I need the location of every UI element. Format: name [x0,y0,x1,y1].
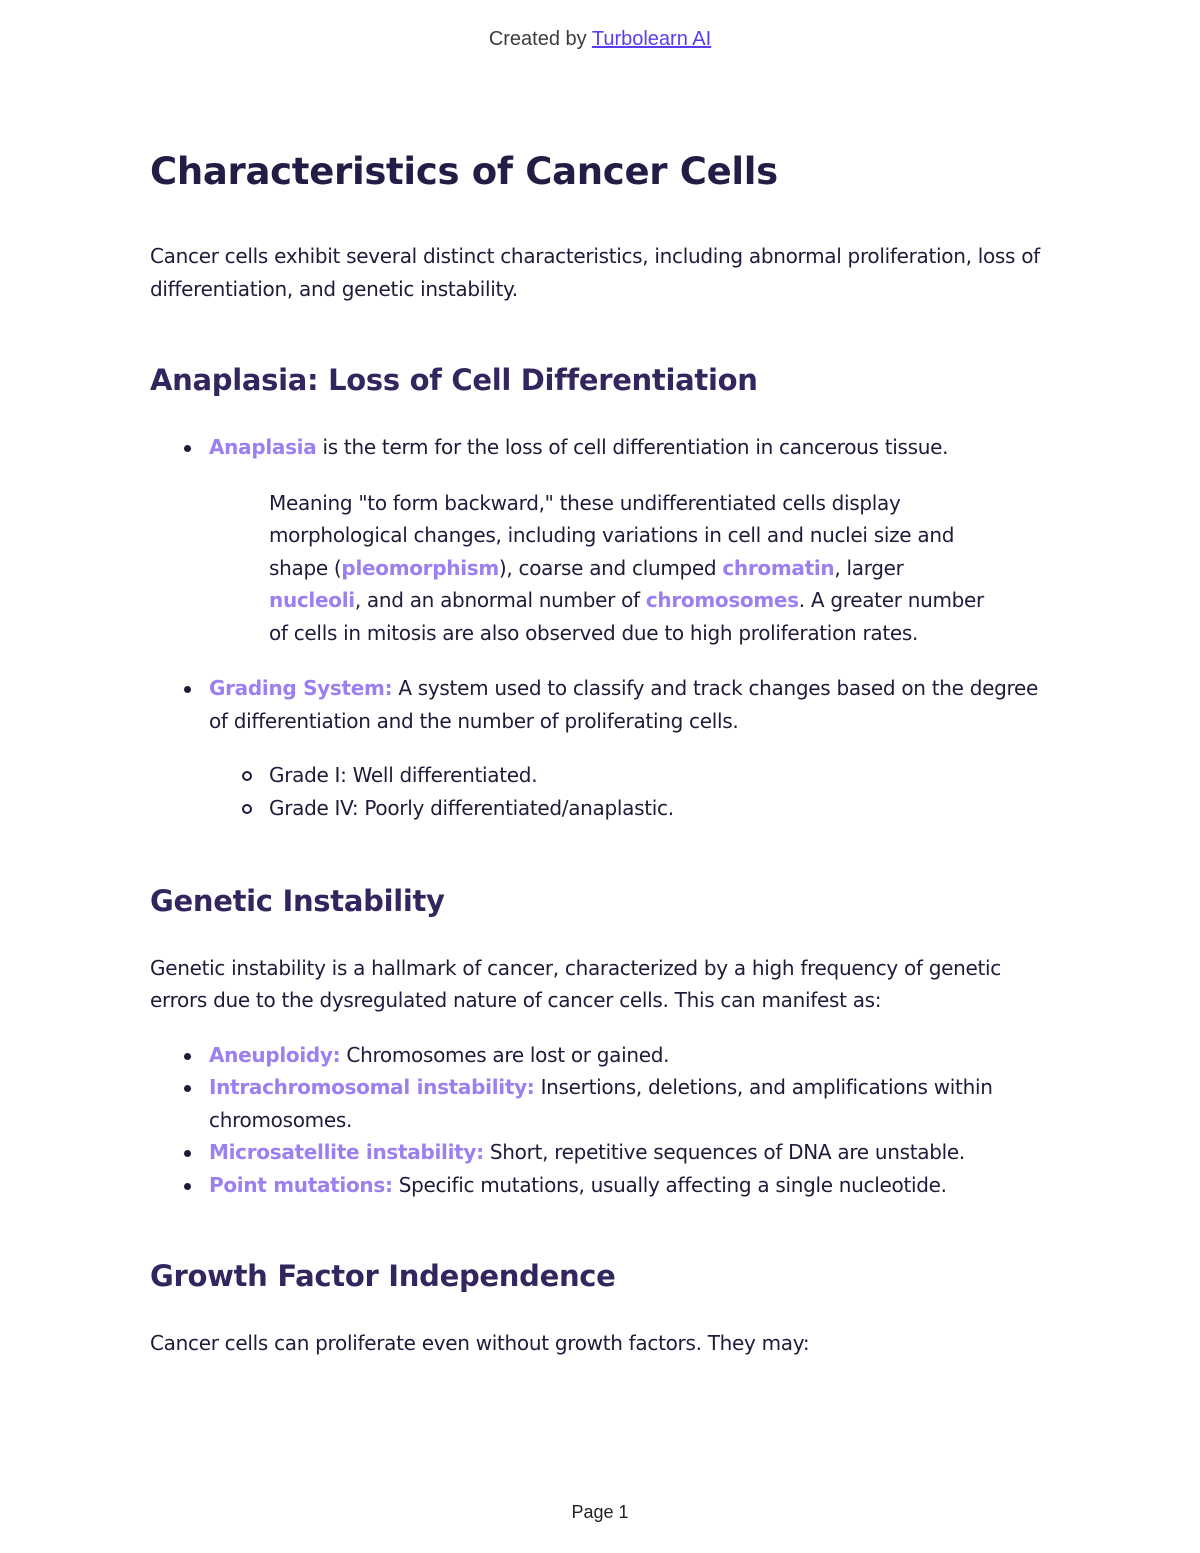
text-run: . A greater number of cells in mitosis are also observed due to high proliferation rates. [269,588,984,645]
bullet-text: Short, repetitive sequences of DNA are unstable. [483,1140,965,1165]
list-item [150,1071,1050,1136]
bullet-text: is the term for the loss of cell differentiation in cancerous tissue. [316,435,949,460]
bullet-text: A system used to classify and track changes based on the degree of differentiation and the number of proliferating cells. [209,676,1039,733]
genetic-instability-intro: Genetic instability is a hallmark of cancer, characterized by a high frequency of genetic errors due to the dysregulated nature of cancer cells. This can manifest as: [150,955,1002,1013]
term-anaplasia: Anaplasia [209,435,317,460]
anaplasia-description [269,487,999,650]
turbolearn-link[interactable]: Turbolearn AI [591,28,712,50]
section-heading-genetic-instability: Genetic Instability [150,884,445,919]
grade-sublist [150,759,1050,824]
list-item [150,1136,1050,1169]
list-item [150,672,1050,737]
grading-list [150,672,1050,737]
term-intrachromosomal-instability: Intrachromosomal instability: [209,1075,535,1100]
list-item-grade-4: Grade IV: Poorly differentiated/anaplastic. [150,792,1050,825]
document-content [150,150,1050,1360]
term-chromatin: chromatin [722,555,835,580]
header-prefix: Created by [488,28,587,50]
text-run: Meaning "to form backward," these undifferentiated cells display morphological changes, including variations in cell and nuclei size and shape ( [269,490,955,580]
intro-paragraph: Cancer cells exhibit several distinct characteristics, including abnormal proliferation, loss of differentiation, and genetic instability. [150,244,1040,301]
term-point-mutations: Point mutations: [209,1172,393,1197]
list-item [150,1039,1050,1072]
anaplasia-list [150,431,1050,464]
term-grading-system: Grading System: [209,676,393,701]
growth-factor-intro: Cancer cells can proliferate even without growth factors. They may: [150,1331,810,1356]
term-pleomorphism: pleomorphism [341,555,499,580]
term-chromosomes: chromosomes [645,588,799,613]
bullet-text: Chromosomes are lost or gained. [340,1042,670,1067]
genetic-instability-list [150,1039,1050,1202]
list-item [150,1169,1050,1202]
page-header [0,28,1200,51]
term-nucleoli: nucleoli [269,588,355,613]
text-run: , and an abnormal number of [354,588,646,613]
page-number: Page 1 [571,1502,629,1522]
bullet-text: Insertions, deletions, and amplifications within chromosomes. [209,1075,993,1132]
section-heading-growth-factor: Growth Factor Independence [150,1259,616,1294]
list-item [150,431,1050,464]
term-aneuploidy: Aneuploidy: [209,1042,341,1067]
list-item-grade-1: Grade I: Well differentiated. [150,759,1050,792]
page-title: Characteristics of Cancer Cells [150,150,778,193]
bullet-text: Specific mutations, usually affecting a single nucleotide. [392,1172,947,1197]
text-run: ), coarse and clumped [498,555,723,580]
section-heading-anaplasia: Anaplasia: Loss of Cell Differentiation [150,363,758,398]
term-microsatellite-instability: Microsatellite instability: [209,1140,484,1165]
text-run: , larger [834,555,904,580]
